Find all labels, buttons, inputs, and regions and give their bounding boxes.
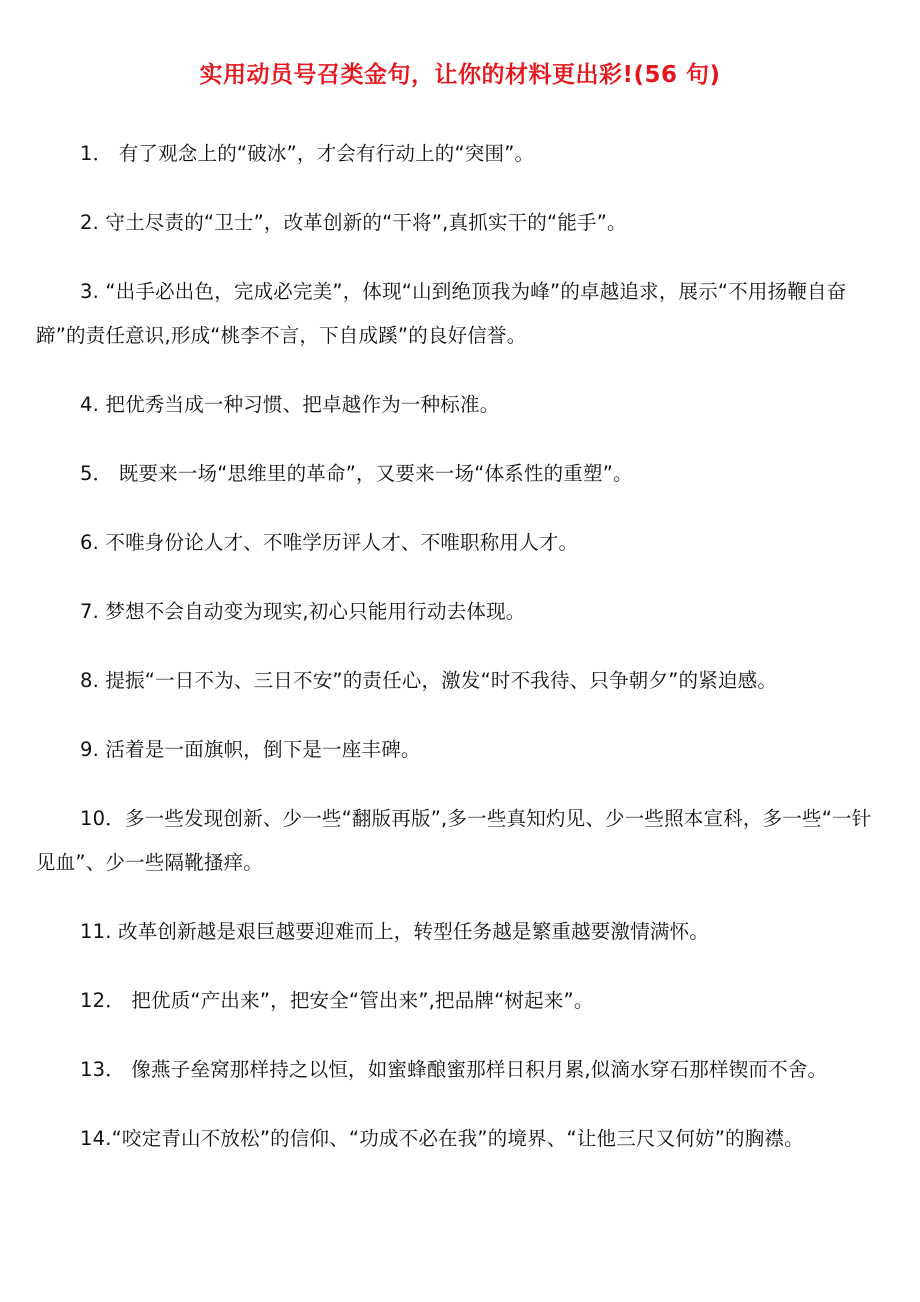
- quote-item-6: 6. 不唯身份论人才、不唯学历评人才、不唯职称用人才。: [80, 531, 579, 554]
- quote-item-5: 5． 既要来一场“思维里的革命”，又要来一场“体系性的重塑”。: [80, 462, 633, 485]
- quote-item-12: 12． 把优质“产出来”，把安全“管出来”,把品牌“树起来”。: [80, 989, 594, 1012]
- quote-list: [36, 132, 884, 1161]
- quote-item-13: 13． 像燕子垒窝那样持之以恒，如蜜蜂酿蜜那样日积月累,似滴水穿石那样锲而不舍。: [80, 1058, 828, 1081]
- quote-item-11: 11. 改革创新越是艰巨越要迎难而上，转型任务越是繁重越要激情满怀。: [80, 920, 710, 943]
- quote-item-2: 2. 守土尽责的“卫士”，改革创新的“干将”,真抓实干的“能手”。: [80, 211, 627, 234]
- document-title: 实用动员号召类金句，让你的材料更出彩!(56 句): [199, 62, 721, 88]
- quote-item-7: 7. 梦想不会自动变为现实,初心只能用行动去体现。: [80, 600, 526, 623]
- quote-item-1: 1． 有了观念上的“破冰”，才会有行动上的“突围”。: [80, 142, 535, 165]
- quote-item-10: 10．多一些发现创新、少一些“翻版再版”,多一些真知灼见、少一些照本宣科，多一些“一针见血”、少一些隔靴搔痒。: [36, 807, 872, 874]
- quote-item-4: 4. 把优秀当成一种习惯、把卓越作为一种标准。: [80, 393, 500, 416]
- quote-item-14: 14.“咬定青山不放松”的信仰、“功成不必在我”的境界、“让他三尺又何妨”的胸襟。: [80, 1127, 804, 1150]
- quote-item-3: 3. “出手必出色，完成必完美”，体现“山到绝顶我为峰”的卓越追求，展示“不用扬鞭自奋蹄”的责任意识,形成“桃李不言，下自成蹊”的良好信誉。: [36, 280, 847, 347]
- quote-item-8: 8. 提振“一日不为、三日不安”的责任心，激发“时不我待、只争朝夕”的紧迫感。: [80, 669, 778, 692]
- quote-item-9: 9. 活着是一面旗帜，倒下是一座丰碑。: [80, 738, 421, 761]
